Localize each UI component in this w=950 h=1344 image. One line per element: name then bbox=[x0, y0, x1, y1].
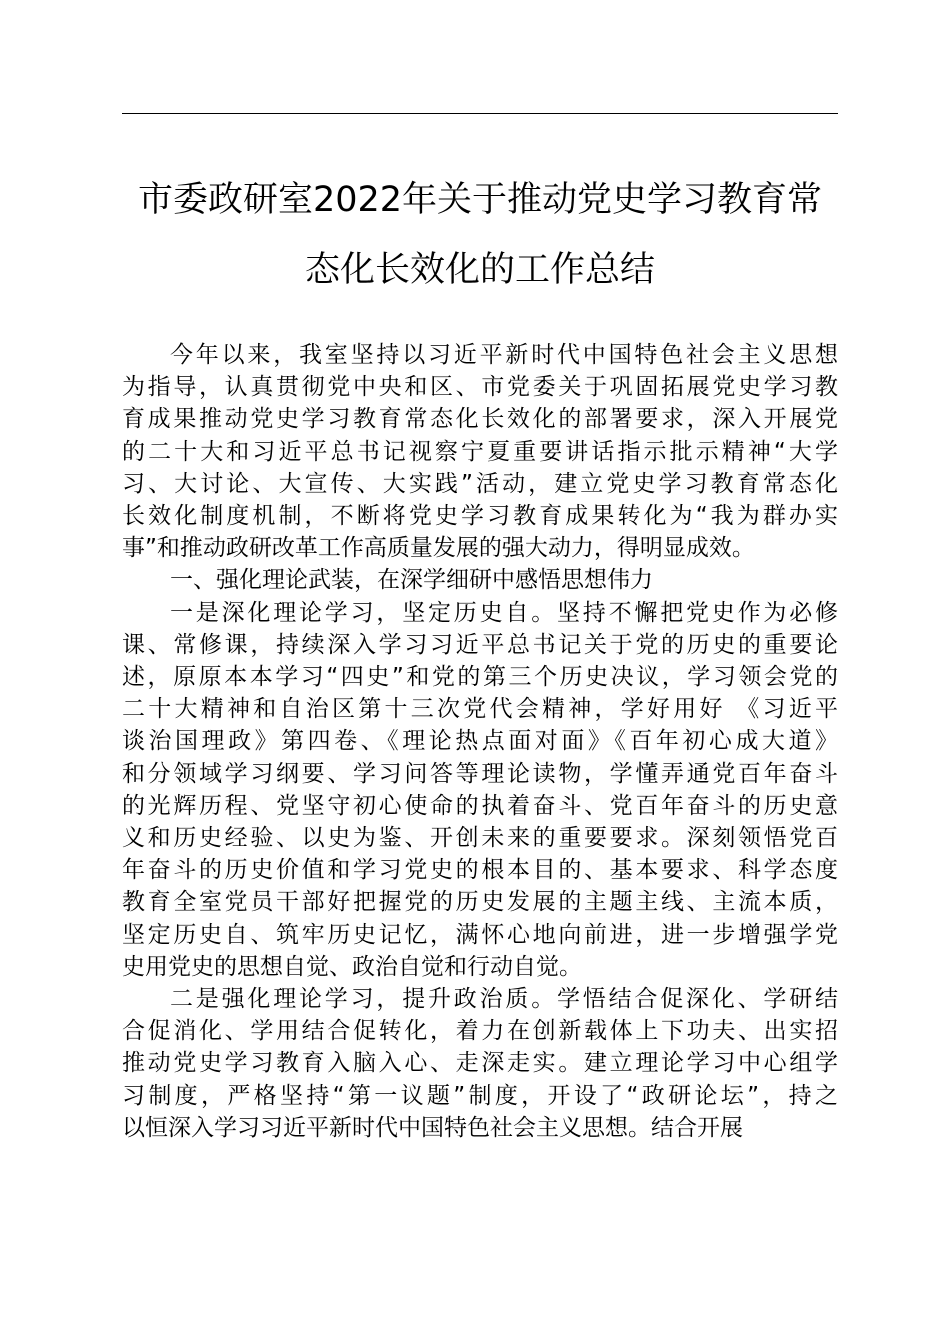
paragraph-2-line: 二是强化理论学习，提升政治质。学悟结合促深化、学研结 bbox=[170, 986, 838, 1012]
paragraph-2-line: 推动党史学习教育入脑入心、走深走实。建立理论学习中心组学 bbox=[122, 1050, 838, 1077]
paragraph-2-line: 习制度，严格坚持“第一议题”制度，开设了“政研论坛”，持之 bbox=[122, 1082, 838, 1109]
paragraph-1-line: 年奋斗的历史价值和学习党史的根本目的、基本要求、科学态度 bbox=[122, 857, 838, 884]
document-title-line-1: 市委政研室2022年关于推动党史学习教育常 bbox=[137, 180, 823, 220]
intro-paragraph-line: 为指导，认真贯彻党中央和区、市党委关于巩固拓展党史学习教 bbox=[122, 374, 838, 401]
paragraph-1-line: 义和历史经验、以史为鉴、开创未来的重要要求。深刻领悟党百 bbox=[122, 825, 838, 851]
paragraph-1-line: 谈治国理政》第四卷、《理论热点面对面》《百年初心成大道》 bbox=[122, 728, 838, 755]
document-title-line-2: 态化长效化的工作总结 bbox=[304, 250, 655, 290]
paragraph-1-line: 坚定历史自、筑牢历史记忆，满怀心地向前进，进一步增强学党 bbox=[122, 921, 838, 948]
paragraph-2-line: 以恒深入学习习近平新时代中国特色社会主义思想。结合开展 bbox=[122, 1114, 743, 1141]
paragraph-1-line: 史用党史的思想自觉、政治自觉和行动自觉。 bbox=[122, 953, 582, 980]
intro-paragraph-line: 长效化制度机制，不断将党史学习教育成果转化为“我为群办实 bbox=[122, 503, 838, 529]
paragraph-1-line: 述，原原本本学习“四史”和党的第三个历史决议，学习领会党的 bbox=[122, 664, 838, 690]
paragraph-1-line: 一是深化理论学习，坚定历史自。坚持不懈把党史作为必修 bbox=[170, 599, 838, 626]
paragraph-2-line: 合促消化、学用结合促转化，着力在创新载体上下功夫、出实招 bbox=[122, 1018, 838, 1045]
intro-paragraph-line: 的二十大和习近平总书记视察宁夏重要讲话指示批示精神“大学 bbox=[122, 438, 838, 465]
intro-paragraph-line: 育成果推动党史学习教育常态化长效化的部署要求，深入开展党 bbox=[122, 406, 838, 433]
paragraph-1-line: 教育全室党员干部好把握党的历史发展的主题主线、主流本质， bbox=[122, 889, 838, 916]
paragraph-1-line: 课、常修课，持续深入学习习近平总书记关于党的历史的重要论 bbox=[122, 631, 838, 658]
paragraph-1-line: 的光辉历程、党坚守初心使命的执着奋斗、党百年奋斗的历史意 bbox=[122, 792, 838, 819]
intro-paragraph-line: 习、大讨论、大宣传、大实践”活动，建立党史学习教育常态化 bbox=[122, 470, 838, 497]
section-heading-1-line: 一、强化理论武装，在深学细研中感悟思想伟力 bbox=[170, 567, 653, 594]
header-rule bbox=[122, 113, 838, 114]
intro-paragraph-line: 今年以来，我室坚持以习近平新时代中国特色社会主义思想 bbox=[170, 342, 838, 368]
intro-paragraph-line: 事”和推动政研改革工作高质量发展的强大动力，得明显成效。 bbox=[122, 535, 755, 562]
paragraph-1-line: 二十大精神和自治区第十三次党代会精神，学好用好 《习近平 bbox=[122, 696, 838, 723]
paragraph-1-line: 和分领域学习纲要、学习问答等理论读物，学懂弄通党百年奋斗 bbox=[122, 760, 838, 787]
